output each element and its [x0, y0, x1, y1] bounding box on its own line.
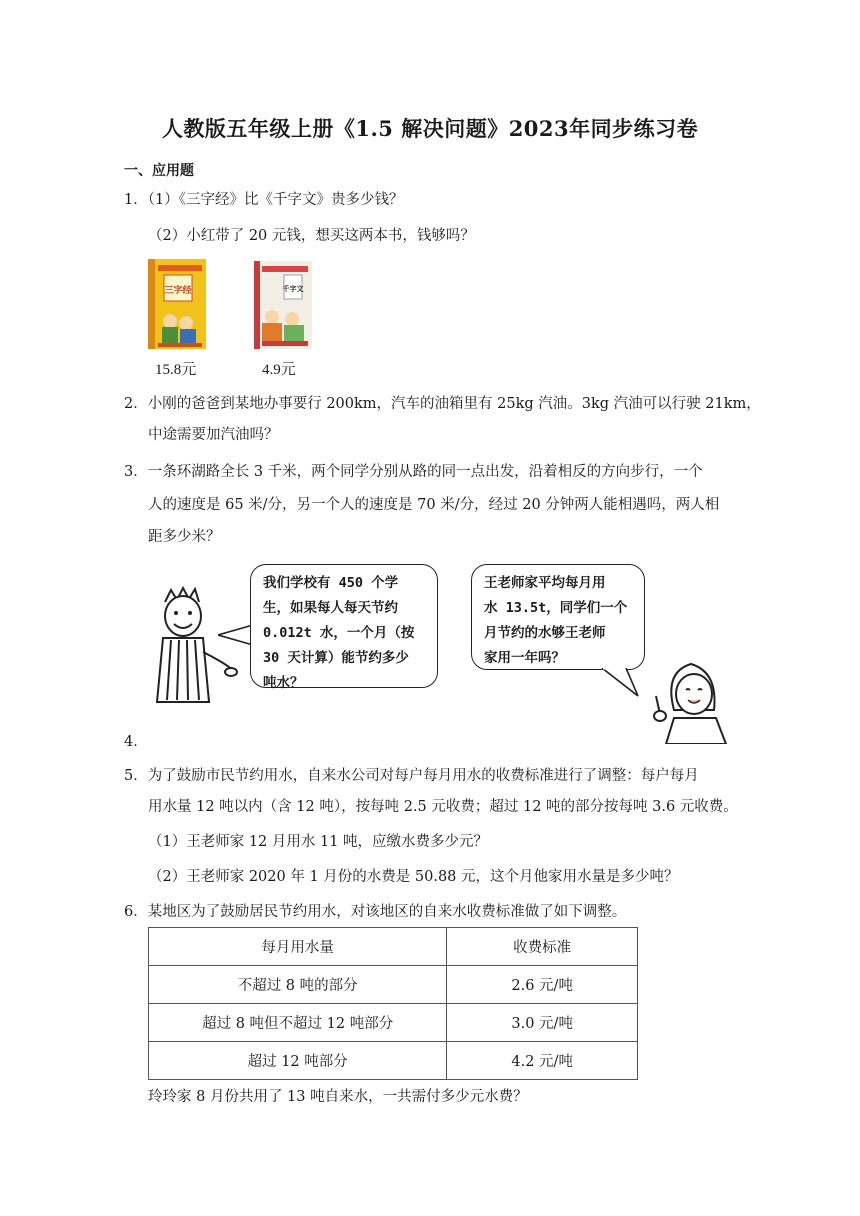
table-cell: 不超过 8 吨的部分 — [149, 966, 447, 1004]
table-cell: 超过 12 吨部分 — [149, 1042, 447, 1080]
q1-line2: （2）小红带了 20 元钱，想买这两本书，钱够吗？ — [148, 228, 475, 244]
q5-line1: 5．为了鼓励市民节约用水，自来水公司对每户每月用水的收费标准进行了调整：每户每月 — [124, 768, 699, 784]
table-cell: 2.6 元/吨 — [447, 966, 638, 1004]
q6-question: 玲玲家 8 月份共用了 13 吨自来水，一共需付多少元水费？ — [148, 1089, 528, 1105]
q5-line2: 用水量 12 吨以内（含 12 吨），按每吨 2.5 元收费；超过 12 吨的部分按每吨 3.6 元收费。 — [148, 799, 738, 815]
q5-line4: （2）王老师家 2020 年 1 月份的水费是 50.88 元，这个月他家用水量是多少吨？ — [148, 869, 679, 885]
book-qianziwen-image — [254, 261, 312, 349]
book-sanzijing-cover-text: 三字经 — [164, 286, 192, 296]
left-speech-bubble: 我们学校有 450 个学 生，如果每人每天节约 0.012t 水，一个月（按 30 天计算）能节约多少 吨水？ — [250, 564, 438, 688]
table-cell: 3.0 元/吨 — [447, 1004, 638, 1042]
q2-line2: 中途需要加汽油吗？ — [148, 427, 279, 443]
q5-line3: （1）王老师家 12 月用水 11 吨，应缴水费多少元？ — [148, 834, 489, 850]
table-row — [149, 966, 638, 1004]
right-speech-bubble: 王老师家平均每月用 水 13.5t，同学们一个 月节约的水够王老师 家用一年吗？ — [471, 564, 645, 670]
table-row — [149, 1042, 638, 1080]
book-sanzijing-image — [148, 259, 206, 349]
book-qianziwen-cover-text: 千字文 — [282, 285, 304, 293]
q3-line1: 3．一条环湖路全长 3 千米，两个同学分别从路的同一点出发，沿着相反的方向步行，一个 — [124, 464, 703, 480]
page-title: 人教版五年级上册《1.5 解决问题》2023年同步练习卷 — [161, 116, 699, 141]
girl-illustration — [646, 652, 736, 744]
book-qianziwen-price: 4.9元 — [262, 362, 296, 378]
q6-line1: 6．某地区为了鼓励居民节约用水，对该地区的自来水收费标准做了如下调整。 — [124, 904, 627, 920]
q3-line3: 距多少米？ — [148, 529, 221, 545]
table-row — [149, 1004, 638, 1042]
q4-number: 4． — [124, 734, 148, 750]
q1-line1: 1．（1）《三字经》比《千字文》贵多少钱？ — [124, 192, 404, 208]
table-cell: 4.2 元/吨 — [447, 1042, 638, 1080]
q2-line1: 2．小刚的爸爸到某地办事要行 200km，汽车的油箱里有 25kg 汽油。3kg 汽油可以行驶 21km， — [124, 396, 761, 412]
book-sanzijing-price: 15.8元 — [155, 362, 197, 378]
table-header-cell: 收费标准 — [447, 928, 638, 966]
section-heading: 一、应用题 — [124, 163, 194, 179]
table-header-row — [149, 928, 638, 966]
water-rate-table — [148, 927, 638, 1080]
table-header-cell: 每月用水量 — [149, 928, 447, 966]
table-cell: 超过 8 吨但不超过 12 吨部分 — [149, 1004, 447, 1042]
q3-line2: 人的速度是 65 米/分，另一个人的速度是 70 米/分，经过 20 分钟两人能相遇吗，两人相 — [148, 497, 720, 513]
right-bubble-tail — [600, 668, 644, 698]
